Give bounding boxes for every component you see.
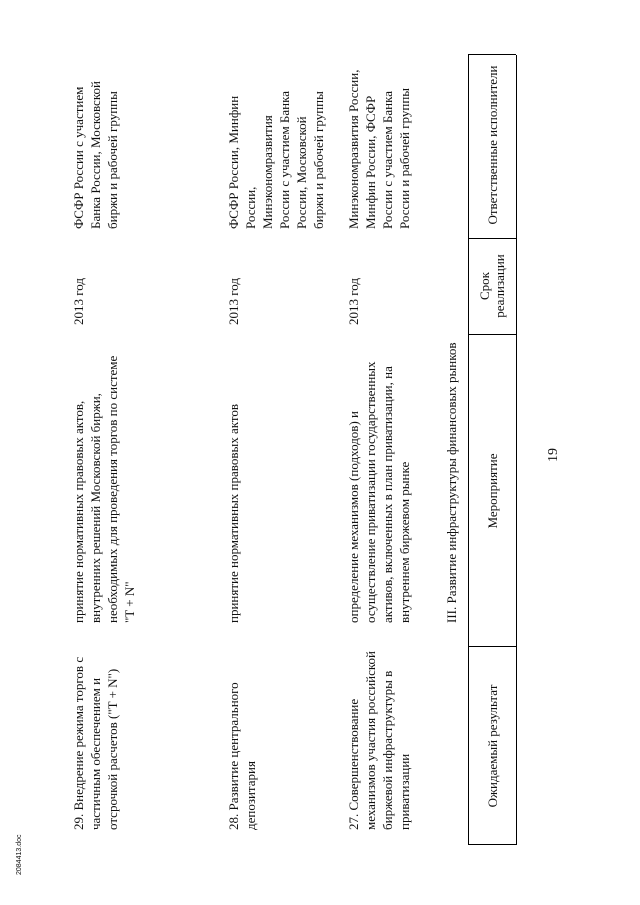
footer-doc-id: 2084413.doc (16, 834, 23, 875)
row-28-executors: ФСФР России, Минфин России, Минэкономразвития России с участием Банка России, Московской биржи и рабочей группы (226, 91, 326, 229)
row-29-executors: ФСФР России с участием Банка России, Московской биржи и рабочей группы (71, 81, 120, 229)
table-top-border (516, 55, 517, 845)
header-executors: Ответственные исполнители (484, 65, 500, 225)
header-measure: Мероприятие (484, 453, 500, 529)
row-28-measure: принятие нормативных правовых актов (226, 403, 241, 623)
row-27-measure: определение механизмов (подходов) и осуществление приватизации государственных активов, включенных в план приватизации, на внутреннем биржевом рынке (346, 361, 412, 623)
row-27-result: 27. Совершенствование механизмов участия российской биржевой инфраструктуры в приватизации (346, 650, 412, 830)
row-29-result: 29. Внедрение режима торгов с частичным обеспечением и отсрочкой расчетов ("T + N") (71, 656, 120, 830)
row-28-result: 28. Развитие центрального депозитария (226, 682, 258, 830)
header-divider-3 (468, 238, 516, 239)
row-27-term: 2013 год (346, 278, 361, 325)
header-result: Ожидаемый результат (484, 684, 500, 808)
row-28-term: 2013 год (226, 278, 241, 325)
row-27-executors: Минэкономразвития России, Минфин России, ФСФР России с участием Банка России и рабочей группы (346, 69, 412, 229)
page-number: 19 (546, 448, 561, 462)
table-right-border (468, 54, 516, 55)
section-title: III. Развитие инфраструктуры финансовых рынков (444, 342, 459, 623)
header-term: Срок реализации (477, 254, 507, 318)
row-29-term: 2013 год (71, 278, 86, 325)
row-29-measure: принятие нормативных правовых актов, внутренних решений Московской биржи, необходимых для проведения торгов по системе "T + N" (71, 355, 137, 623)
